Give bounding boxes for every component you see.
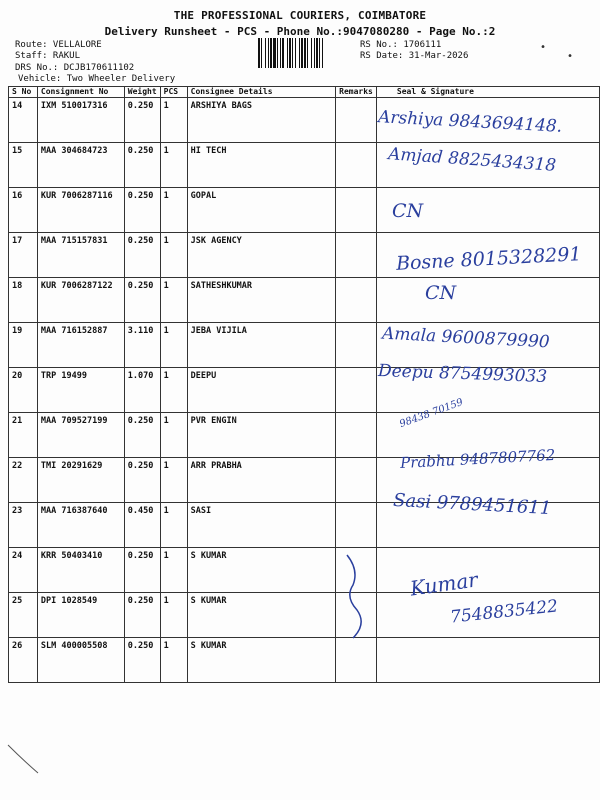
remarks-cell — [336, 143, 377, 188]
table-row — [9, 638, 600, 683]
weight-cell: 0.250 — [124, 98, 160, 143]
table-row — [9, 503, 600, 548]
weight-cell: 0.250 — [124, 458, 160, 503]
weight-cell: 1.070 — [124, 368, 160, 413]
remarks-cell — [336, 638, 377, 683]
signature-cell — [376, 188, 599, 233]
consignee-cell: SASI — [187, 503, 336, 548]
runsheet-table — [8, 86, 600, 683]
signature-cell — [376, 548, 599, 593]
col-consignment: Consignment No — [37, 87, 124, 98]
pcs-cell: 1 — [160, 638, 187, 683]
consignment-cell: KRR 50403410 — [37, 548, 124, 593]
pcs-cell: 1 — [160, 278, 187, 323]
remarks-cell — [336, 98, 377, 143]
pcs-cell: 1 — [160, 368, 187, 413]
remarks-cell — [336, 548, 377, 593]
col-weight: Weight — [124, 87, 160, 98]
col-pcs: PCS — [160, 87, 187, 98]
remarks-cell — [336, 593, 377, 638]
handwritten-signature: Deepu 8754993033 — [377, 361, 548, 387]
weight-cell: 0.250 — [124, 143, 160, 188]
route: Route: VELLALORE — [15, 40, 102, 50]
handwritten-signature: Bosne 8015328291 — [395, 243, 583, 275]
table-row — [9, 548, 600, 593]
barcode-bar — [323, 38, 326, 68]
handwritten-signature: Arshiya 9843694148. — [377, 107, 563, 137]
weight-cell: 0.250 — [124, 278, 160, 323]
signature-cell — [376, 98, 599, 143]
sno-cell: 18 — [9, 278, 38, 323]
col-consignee: Consignee Details — [187, 87, 336, 98]
table-row — [9, 98, 600, 143]
consignee-cell: S KUMAR — [187, 638, 336, 683]
sno-cell: 25 — [9, 593, 38, 638]
col-remarks: Remarks — [336, 87, 377, 98]
handwritten-signature: Amjad 8825434318 — [387, 144, 557, 176]
consignee-cell: ARSHIYA BAGS — [187, 98, 336, 143]
handwritten-signature: 7548835422 — [449, 596, 559, 628]
table-row — [9, 188, 600, 233]
weight-cell: 0.250 — [124, 638, 160, 683]
consignment-cell: KUR 7006287122 — [37, 278, 124, 323]
consignee-cell: SATHESHKUMAR — [187, 278, 336, 323]
remarks-cell — [336, 278, 377, 323]
page-title: THE PROFESSIONAL COURIERS, COIMBATORE — [173, 9, 427, 22]
mark: • — [540, 42, 547, 53]
rs-number: RS No.: 1706111 — [360, 40, 442, 50]
pcs-cell: 1 — [160, 233, 187, 278]
sno-cell: 24 — [9, 548, 38, 593]
signature-cell — [376, 143, 599, 188]
signature-cell — [376, 458, 599, 503]
sno-cell: 21 — [9, 413, 38, 458]
pcs-cell: 1 — [160, 323, 187, 368]
handwritten-signature: Amala 9600879990 — [381, 323, 551, 353]
signature-cell — [376, 278, 599, 323]
consignment-cell: DPI 1028549 — [37, 593, 124, 638]
consignment-cell: TMI 20291629 — [37, 458, 124, 503]
signature-cell — [376, 413, 599, 458]
consignment-cell: KUR 7006287116 — [37, 188, 124, 233]
pcs-cell: 1 — [160, 98, 187, 143]
weight-cell: 0.250 — [124, 233, 160, 278]
remarks-cell — [336, 413, 377, 458]
col-signature: Seal & Signature — [376, 87, 599, 98]
vehicle: Vehicle: Two Wheeler Delivery — [18, 74, 176, 84]
weight-cell: 0.250 — [124, 593, 160, 638]
table-header-row — [9, 87, 600, 98]
handwritten-signature: Sasi 9789451611 — [392, 489, 552, 520]
table-row — [9, 143, 600, 188]
sno-cell: 17 — [9, 233, 38, 278]
pen-stroke — [8, 745, 38, 773]
pcs-cell: 1 — [160, 458, 187, 503]
sno-cell: 15 — [9, 143, 38, 188]
table-row — [9, 368, 600, 413]
sno-cell: 26 — [9, 638, 38, 683]
weight-cell: 3.110 — [124, 323, 160, 368]
consignee-cell: S KUMAR — [187, 593, 336, 638]
sno-cell: 20 — [9, 368, 38, 413]
consignment-cell: MAA 304684723 — [37, 143, 124, 188]
table-row — [9, 593, 600, 638]
pcs-cell: 1 — [160, 413, 187, 458]
pcs-cell: 1 — [160, 593, 187, 638]
sno-cell: 16 — [9, 188, 38, 233]
signature-cell — [376, 323, 599, 368]
consignee-cell: PVR ENGIN — [187, 413, 336, 458]
weight-cell: 0.250 — [124, 548, 160, 593]
consignment-cell: TRP 19499 — [37, 368, 124, 413]
consignment-cell: MAA 716387640 — [37, 503, 124, 548]
handwritten-signature: Prabhu 9487807762 — [399, 445, 556, 473]
table-row — [9, 278, 600, 323]
signature-cell — [376, 503, 599, 548]
sno-cell: 23 — [9, 503, 38, 548]
pcs-cell: 1 — [160, 503, 187, 548]
pcs-cell: 1 — [160, 548, 187, 593]
consignee-cell: JSK AGENCY — [187, 233, 336, 278]
remarks-cell — [336, 503, 377, 548]
pcs-cell: 1 — [160, 143, 187, 188]
handwritten-signature: Kumar — [408, 567, 480, 601]
consignment-cell: MAA 715157831 — [37, 233, 124, 278]
consignment-cell: IXM 510017316 — [37, 98, 124, 143]
weight-cell: 0.250 — [124, 413, 160, 458]
signature-cell — [376, 368, 599, 413]
sno-cell: 22 — [9, 458, 38, 503]
consignee-cell: DEEPU — [187, 368, 336, 413]
remarks-cell — [336, 233, 377, 278]
remarks-cell — [336, 368, 377, 413]
sno-cell: 19 — [9, 323, 38, 368]
signature-cell — [376, 593, 599, 638]
handwritten-signature: 98438 70159 — [398, 396, 465, 431]
table-row — [9, 233, 600, 278]
drs-number: DRS No.: DCJB170611102 — [15, 63, 135, 73]
handwritten-mark: CN — [425, 282, 457, 304]
consignment-cell: MAA 716152887 — [37, 323, 124, 368]
col-sno: S No — [9, 87, 38, 98]
table-row — [9, 323, 600, 368]
consignee-cell: S KUMAR — [187, 548, 336, 593]
staff: Staff: RAKUL — [15, 51, 81, 61]
weight-cell: 0.250 — [124, 188, 160, 233]
table-row — [9, 413, 600, 458]
remarks-cell — [336, 323, 377, 368]
handwritten-mark: CN — [392, 200, 424, 222]
sno-cell: 14 — [9, 98, 38, 143]
barcode — [258, 38, 356, 68]
signature-cell — [376, 638, 599, 683]
pcs-cell: 1 — [160, 188, 187, 233]
signature-cell — [376, 233, 599, 278]
consignment-cell: SLM 400005508 — [37, 638, 124, 683]
consignment-cell: MAA 709527199 — [37, 413, 124, 458]
consignee-cell: ARR PRABHA — [187, 458, 336, 503]
remarks-cell — [336, 188, 377, 233]
page-subtitle: Delivery Runsheet - PCS - Phone No.:9047080280 - Page No.:2 — [104, 25, 496, 38]
consignee-cell: GOPAL — [187, 188, 336, 233]
table-row — [9, 458, 600, 503]
consignee-cell: JEBA VIJILA — [187, 323, 336, 368]
weight-cell: 0.450 — [124, 503, 160, 548]
mark: • — [567, 51, 574, 62]
consignee-cell: HI TECH — [187, 143, 336, 188]
rs-date: RS Date: 31-Mar-2026 — [360, 51, 469, 61]
remarks-cell — [336, 458, 377, 503]
